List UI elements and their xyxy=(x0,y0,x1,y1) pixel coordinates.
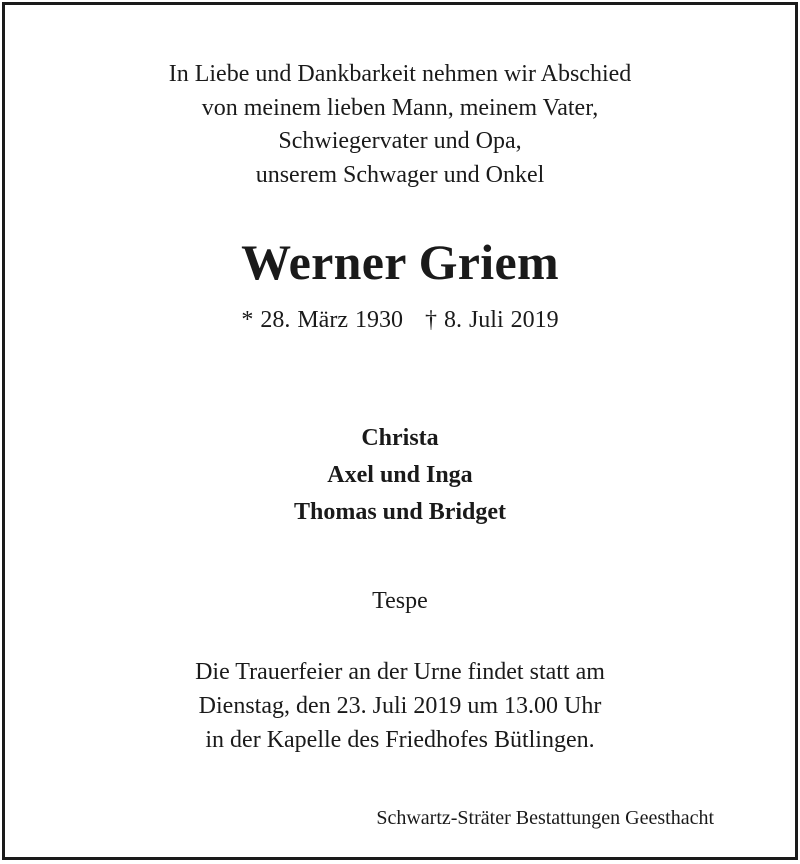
mourner-name: Thomas und Bridget xyxy=(293,499,507,525)
intro-text xyxy=(0,58,800,192)
life-dates xyxy=(0,304,800,336)
service-line: Die Trauerfeier an der Urne findet statt am xyxy=(195,659,605,685)
intro-line: von meinem lieben Mann, meinem Vater, xyxy=(201,94,599,121)
service-line: in der Kapelle des Friedhofes Bütlingen. xyxy=(205,727,595,753)
birth-date: * 28. März 1930 xyxy=(241,307,403,333)
mourner-name: Christa xyxy=(361,425,439,451)
mourners-list xyxy=(0,420,800,531)
mourner-name: Axel und Inga xyxy=(327,462,473,488)
intro-line: unserem Schwager und Onkel xyxy=(255,161,545,188)
intro-line: Schwiegervater und Opa, xyxy=(278,128,522,154)
service-line: Dienstag, den 23. Juli 2019 um 13.00 Uhr xyxy=(198,693,602,719)
funeral-home: Schwartz-Sträter Bestattungen Geesthacht xyxy=(376,807,714,829)
deceased-name: Werner Griem xyxy=(241,234,559,290)
place: Tespe xyxy=(372,588,428,614)
service-info xyxy=(0,655,800,757)
death-date: † 8. Juli 2019 xyxy=(424,307,559,333)
intro-line: In Liebe und Dankbarkeit nehmen wir Abschied xyxy=(168,61,632,87)
